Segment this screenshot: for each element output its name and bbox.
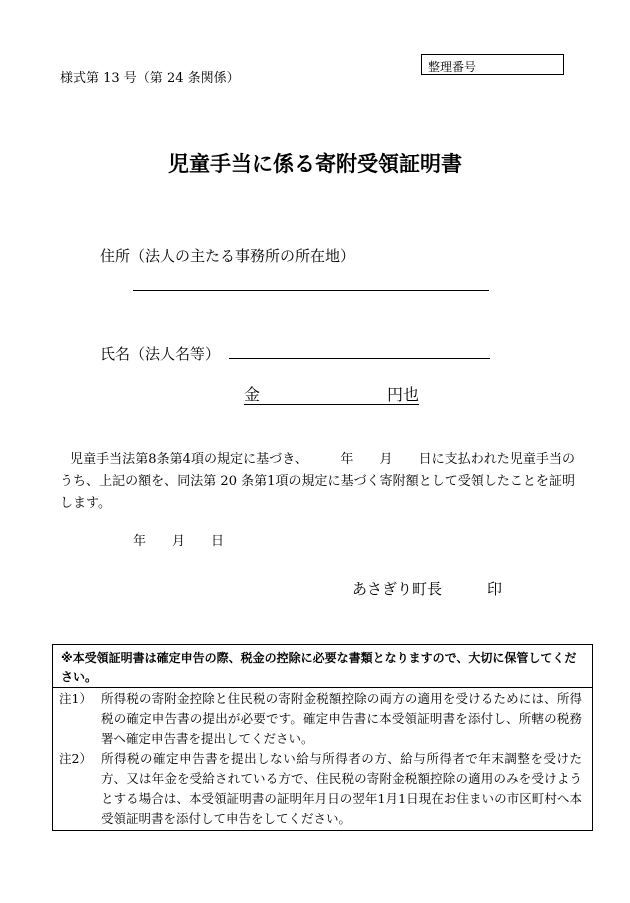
- reference-number-label: 整理番号: [428, 60, 477, 74]
- name-label: 氏名（法人名等）: [100, 345, 221, 363]
- note-text: 所得税の寄附金控除と住民税の寄附金税額控除の両方の適用を受けるためには、所得税の確定申告書の提出が必要です。確定申告書に本受領証明書を添付し、所轄の税務署へ確定申告書を提出してください。: [101, 691, 582, 746]
- note-label: 注2）: [59, 751, 92, 766]
- note-item-2: [53, 749, 592, 829]
- reference-number-box[interactable]: [421, 54, 564, 75]
- note-label: 注1）: [59, 691, 92, 706]
- amount-field[interactable]: [244, 380, 419, 405]
- notes-box: [52, 644, 593, 831]
- name-field-line[interactable]: [229, 358, 490, 359]
- amount-suffix: 円也: [386, 385, 419, 404]
- certification-body: 児童手当法第8条第4項の規定に基づき、 年 月 日に支払われた児童手当のうち、上記の額を、同法第 20 条第1項の規定に基づく寄附額として受領したことを証明します。: [60, 452, 575, 511]
- issuer-seal: あさぎり町長 印: [352, 580, 503, 598]
- note-item-1: [53, 689, 592, 749]
- address-label: 住所（法人の主たる事務所の所在地）: [100, 247, 356, 265]
- form-number: 様式第 13 号（第 24 条関係）: [60, 71, 240, 86]
- certification-text: [60, 449, 575, 515]
- note-text: 所得税の確定申告書を提出しない給与所得者の方、給与所得者で年末調整を受けた方、又は年金を受給されている方で、住民税の寄附金税額控除の適用のみを受けようとする場合は、本受領証明書の証明年月日の翌年1月1日現在お住まいの市区町村へ本受領証明書を添付して申告をしてください。: [101, 751, 582, 826]
- amount-prefix: 金: [244, 385, 261, 404]
- address-field-line[interactable]: [133, 290, 489, 291]
- document-title: 児童手当に係る寄附受領証明書: [168, 152, 462, 176]
- issue-date: 年 月 日: [133, 534, 225, 549]
- notice-text: ※本受領証明書は確定申告の際、税金の控除に必要な書類となりますので、大切に保管してください。: [53, 645, 592, 688]
